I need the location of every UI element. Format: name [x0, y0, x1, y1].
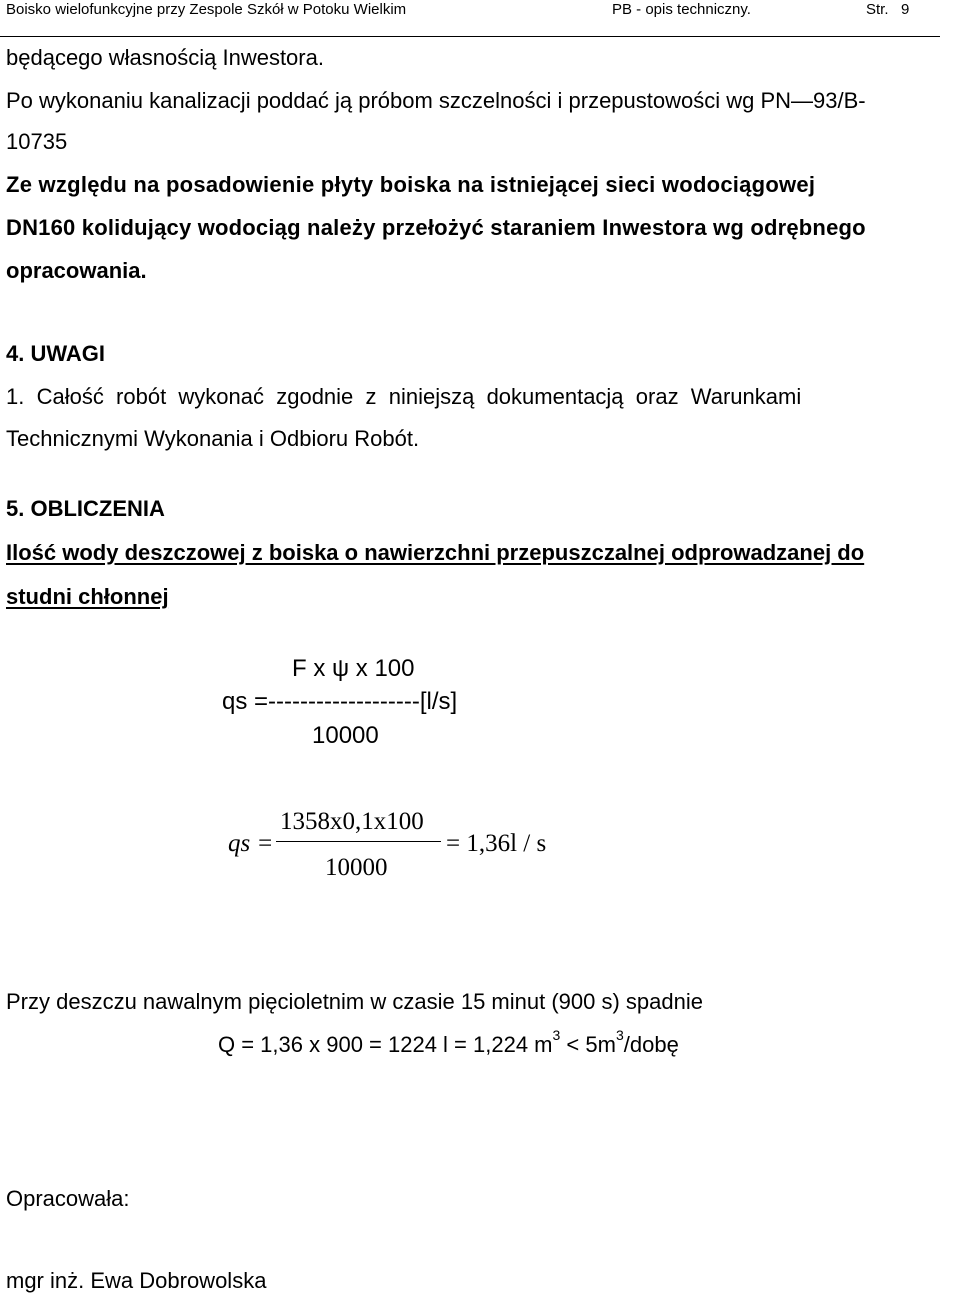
header-divider: [0, 36, 940, 37]
equation-text: Q = 1,36 x 900 = 1224 l = 1,224 m: [218, 1032, 553, 1057]
formula-main-line: qs =-------------------[l/s]: [222, 688, 458, 715]
fraction-bar: [276, 841, 441, 842]
text-line: Po wykonaniu kanalizacji poddać ją próbom szczelności i przepustowości wg PN—93/B-: [6, 88, 866, 113]
section-subheading: Ilość wody deszczowej z boiska o nawierzchni przepuszczalnej odprowadzanej do: [6, 540, 865, 565]
formula2-result: = 1,36l / s: [446, 830, 547, 857]
formula-denominator: 10000: [312, 722, 379, 749]
formula2-lhs: qs =: [228, 830, 274, 857]
text-line: 1. Całość robót wykonać zgodnie z niniejszą dokumentacją oraz Warunkami: [6, 384, 802, 409]
section-heading-uwagi: 4. UWAGI: [6, 341, 106, 366]
text-line-bold: Ze względu na posadowienie płyty boiska na istniejącej sieci wodociągowej: [6, 172, 816, 197]
equation-text: /dobę: [623, 1032, 679, 1057]
text-line-bold: DN160 kolidujący wodociąg należy przełożyć staraniem Inwestora wg odrębnego: [6, 215, 866, 240]
header-document-title: Boisko wielofunkcyjne przy Zespole Szkół w Potoku Wielkim: [6, 1, 407, 18]
text-line: Przy deszczu nawalnym pięcioletnim w czasie 15 minut (900 s) spadnie: [6, 989, 703, 1014]
volume-equation: [218, 1027, 679, 1058]
formula-numerator: F x ψ x 100: [292, 655, 415, 682]
author-name: mgr inż. Ewa Dobrowolska: [6, 1268, 267, 1293]
formula2-numerator: 1358x0,1x100: [280, 808, 424, 835]
superscript: 3: [552, 1027, 561, 1043]
header-page-label: Str.: [866, 1, 889, 18]
text-line-bold: opracowania.: [6, 258, 147, 283]
formula2-denominator: 10000: [325, 854, 388, 881]
text-line: 10735: [6, 129, 68, 154]
header-section-title: PB - opis techniczny.: [612, 1, 751, 18]
superscript: 3: [615, 1027, 624, 1043]
equation-text: < 5m: [560, 1032, 616, 1057]
text-line: Technicznymi Wykonania i Odbioru Robót.: [6, 426, 420, 451]
section-heading-obliczenia: 5. OBLICZENIA: [6, 496, 165, 521]
author-label: Opracowała:: [6, 1186, 130, 1211]
header-page-number: 9: [901, 1, 910, 18]
text-line: będącego własnością Inwestora.: [6, 45, 324, 70]
section-subheading: studni chłonnej: [6, 584, 169, 609]
